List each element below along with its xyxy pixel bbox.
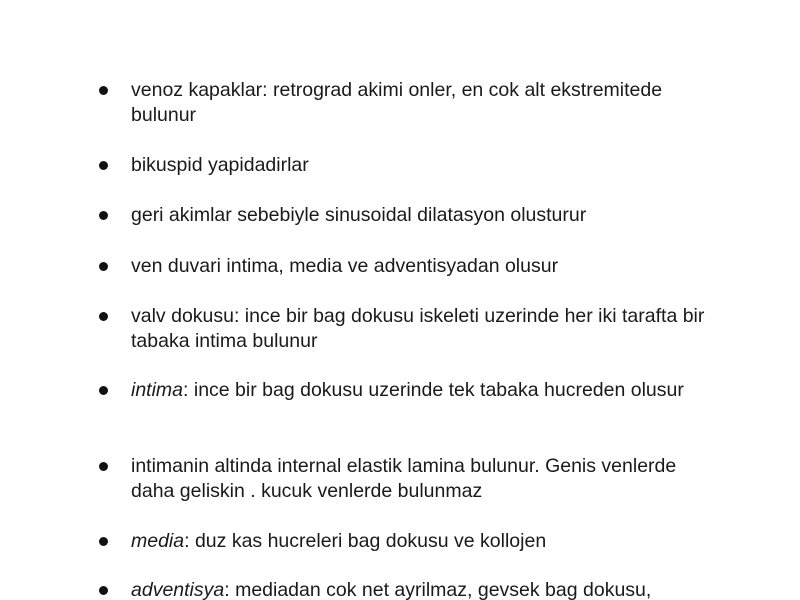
bullet-dot-icon (99, 586, 108, 595)
bullet-dot-icon (99, 161, 108, 170)
bullet-text: venoz kapaklar: retrograd akimi onler, en cok alt ekstremitede bulunur (131, 79, 663, 126)
bullet-text (131, 578, 721, 600)
bullet-text: valv dokusu: ince bir bag dokusu iskeleti uzerinde her iki tarafta bir tabaka intima bulunur (131, 305, 705, 352)
bullet-dot-icon (99, 386, 108, 395)
bullet-lead-term: media (131, 530, 185, 552)
bullet-text: geri akimlar sebebiyle sinusoidal dilatasyon olusturur (131, 204, 587, 226)
bullet-lead-term: adventisya (131, 579, 225, 600)
bullet-text: ven duvari intima, media ve adventisyadan olusur (131, 255, 559, 277)
bullet-rest: : duz kas hucreleri bag dokusu ve kollojen (184, 530, 547, 552)
bullet-text (131, 529, 721, 554)
bullet-dot-icon (99, 537, 108, 546)
bullet-dot-icon (99, 262, 108, 271)
bullet-lead-term: intima (131, 379, 184, 401)
bullet-text: bikuspid yapidadirlar (131, 154, 309, 176)
bullet-rest: : ince bir bag dokusu uzerinde tek tabaka hucreden olusur (183, 379, 684, 401)
bullet-dot-icon (99, 462, 108, 471)
bullet-dot-icon (99, 312, 108, 321)
bullet-dot-icon (99, 86, 108, 95)
bullet-rest: : mediadan cok net ayrilmaz, gevsek bag dokusu, (224, 579, 652, 600)
bullet-text (131, 378, 721, 403)
bullet-text: intimanin altinda internal elastik lamina bulunur. Genis venlerde daha geliskin . kucuk venlerde bulunmaz (131, 455, 677, 502)
bullet-dot-icon (99, 211, 108, 220)
